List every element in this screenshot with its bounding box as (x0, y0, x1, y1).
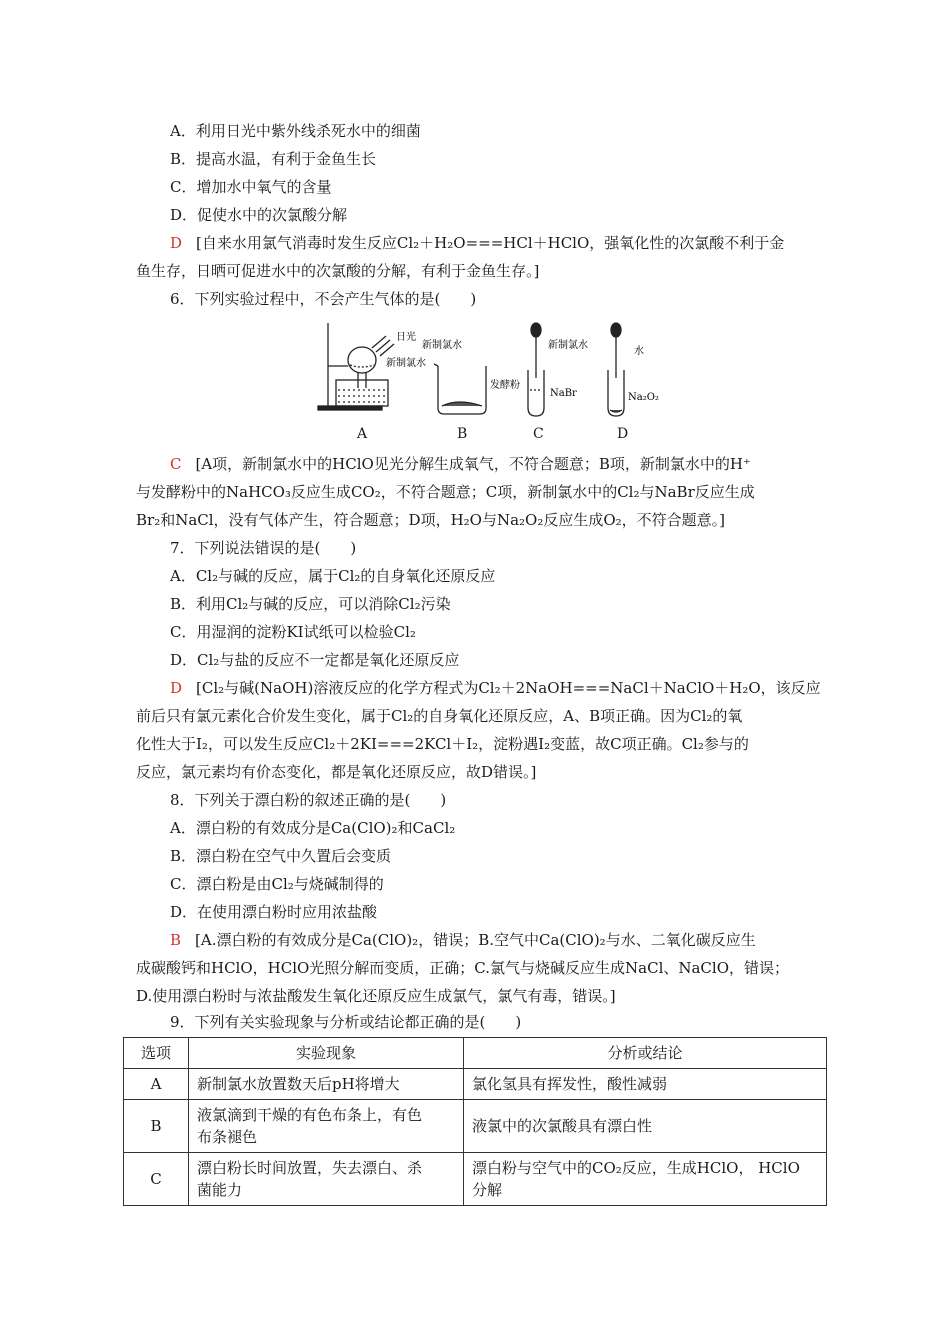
row-phenomenon (189, 1153, 464, 1206)
figure-d-water-label: 水 (634, 346, 644, 357)
table-row (124, 1100, 827, 1153)
q8-option-a: A．漂白粉的有效成分是Ca(ClO)₂和CaCl₂ (170, 819, 456, 837)
figure-label-b: B (457, 426, 468, 442)
q7-option-a: A．Cl₂与碱的反应，属于Cl₂的自身氧化还原反应 (170, 567, 496, 585)
q6-apparatus-figure (310, 318, 710, 446)
q7-explain-2: 前后只有氯元素化合价发生变化，属于Cl₂的自身氧化还原反应，A、B项正确。因为Cl₂的氧 (136, 707, 743, 725)
figure-b-beaker (434, 364, 486, 414)
row-phenomenon-line: 液氯滴到干燥的有色布条上，有色 (197, 1106, 423, 1124)
table-header-row (124, 1038, 827, 1069)
q8-option-d: D．在使用漂白粉时应用浓盐酸 (170, 903, 378, 921)
q8-option-c: C．漂白粉是由Cl₂与烧碱制得的 (170, 875, 384, 893)
q6-answer: C (170, 455, 182, 473)
q7-explain-4: 反应，氯元素均有价态变化，都是氧化还原反应，故D错误。] (136, 763, 537, 781)
table-header-conclusion: 分析或结论 (464, 1038, 827, 1069)
q7-answer: D (170, 679, 183, 697)
row-phenomenon-line: 漂白粉长时间放置，失去漂白、杀 (197, 1159, 423, 1177)
figure-c-water-label: 新制氯水 (548, 340, 588, 351)
figure-c-reagent-label: NaBr (550, 388, 577, 399)
q5-explanation-line (170, 233, 860, 253)
q5-explain-2: 鱼生存，日晒可促进水中的次氯酸的分解，有利于金鱼生存。] (136, 262, 540, 280)
figure-a-water-label: 新制氯水 (386, 358, 426, 369)
q9-table (123, 1037, 827, 1206)
figure-b-powder-label: 发酵粉 (490, 380, 520, 391)
q6-stem: 6．下列实验过程中，不会产生气体的是( ) (170, 290, 477, 308)
figure-d-reagent-label: Na₂O₂ (628, 392, 659, 403)
q7-explanation-line (170, 678, 860, 698)
q6-explanation-line (170, 454, 860, 474)
row-conclusion: 液氯中的次氯酸具有漂白性 (464, 1100, 827, 1153)
row-option: B (124, 1100, 189, 1153)
q5-option-d: D．促使水中的次氯酸分解 (170, 206, 348, 224)
q6-explain-1: [A项，新制氯水中的HClO见光分解生成氧气，不符合题意；B项，新制氯水中的H⁺ (195, 455, 751, 473)
figure-b-water-label: 新制氯水 (422, 340, 462, 351)
q8-explanation-line (170, 930, 860, 950)
q5-option-b: B．提高水温，有利于金鱼生长 (170, 150, 377, 168)
figure-label-d: D (617, 426, 629, 442)
row-phenomenon: 新制氯水放置数天后pH将增大 (189, 1069, 464, 1100)
table-header-option: 选项 (124, 1038, 189, 1069)
q7-explain-3: 化性大于I₂，可以发生反应Cl₂＋2KI===2KCl＋I₂，淀粉遇I₂变蓝，故C项正确。Cl₂参与的 (136, 735, 749, 753)
row-conclusion (464, 1153, 827, 1206)
q9-stem: 9．下列有关实验现象与分析或结论都正确的是( ) (170, 1013, 522, 1031)
figure-a-setup (318, 323, 394, 410)
row-conclusion-line: 漂白粉与空气中的CO₂反应，生成HClO， HClO (472, 1159, 800, 1177)
row-phenomenon (189, 1100, 464, 1153)
q5-answer: D (170, 234, 183, 252)
row-conclusion: 氯化氢具有挥发性，酸性减弱 (464, 1069, 827, 1100)
q6-explain-3: Br₂和NaCl，没有气体产生，符合题意；D项，H₂O与Na₂O₂反应生成O₂，不符合题意。] (136, 511, 726, 529)
table-row (124, 1153, 827, 1206)
q8-option-b: B．漂白粉在空气中久置后会变质 (170, 847, 392, 865)
q8-explain-1: [A.漂白粉的有效成分是Ca(ClO)₂，错误；B.空气中Ca(ClO)₂与水、二氧化碳反应生 (195, 931, 756, 949)
q7-stem: 7．下列说法错误的是( ) (170, 539, 357, 557)
row-phenomenon-line: 菌能力 (197, 1181, 243, 1199)
q5-explain-1: [自来水用氯气消毒时发生反应Cl₂＋H₂O===HCl＋HClO，强氧化性的次氯酸不利于金 (196, 234, 785, 252)
row-conclusion-line: 分解 (472, 1181, 503, 1199)
q7-option-d: D．Cl₂与盐的反应不一定都是氧化还原反应 (170, 651, 460, 669)
table-row (124, 1069, 827, 1100)
figure-label-a: A (357, 426, 368, 442)
q6-explain-2: 与发酵粉中的NaHCO₃反应生成CO₂，不符合题意；C项，新制氯水中的Cl₂与NaBr反应生成 (136, 483, 755, 501)
row-option: C (124, 1153, 189, 1206)
q5-option-c: C．增加水中氧气的含量 (170, 178, 332, 196)
q8-answer: B (170, 931, 182, 949)
q7-option-b: B．利用Cl₂与碱的反应，可以消除Cl₂污染 (170, 595, 451, 613)
figure-label-c: C (533, 426, 544, 442)
q8-explain-3: D.使用漂白粉时与浓盐酸发生氧化还原反应生成氯气，氯气有毒，错误。] (136, 987, 616, 1005)
figure-d-test-tube (608, 323, 624, 416)
row-phenomenon-line: 布条褪色 (197, 1128, 258, 1146)
row-option: A (124, 1069, 189, 1100)
q8-stem: 8．下列关于漂白粉的叙述正确的是( ) (170, 791, 447, 809)
figure-c-test-tube (528, 323, 544, 416)
figure-a-sun-label: 日光 (396, 332, 416, 343)
q8-explain-2: 成碳酸钙和HClO，HClO光照分解而变质，正确；C.氯气与烧碱反应生成NaCl、NaClO，错误； (136, 959, 790, 977)
q5-option-a: A．利用日光中紫外线杀死水中的细菌 (170, 122, 421, 140)
table-header-phenomenon: 实验现象 (189, 1038, 464, 1069)
q7-option-c: C．用湿润的淀粉KI试纸可以检验Cl₂ (170, 623, 416, 641)
q7-explain-1: [Cl₂与碱(NaOH)溶液反应的化学方程式为Cl₂＋2NaOH===NaCl＋NaClO＋H₂O，该反应 (196, 679, 821, 697)
